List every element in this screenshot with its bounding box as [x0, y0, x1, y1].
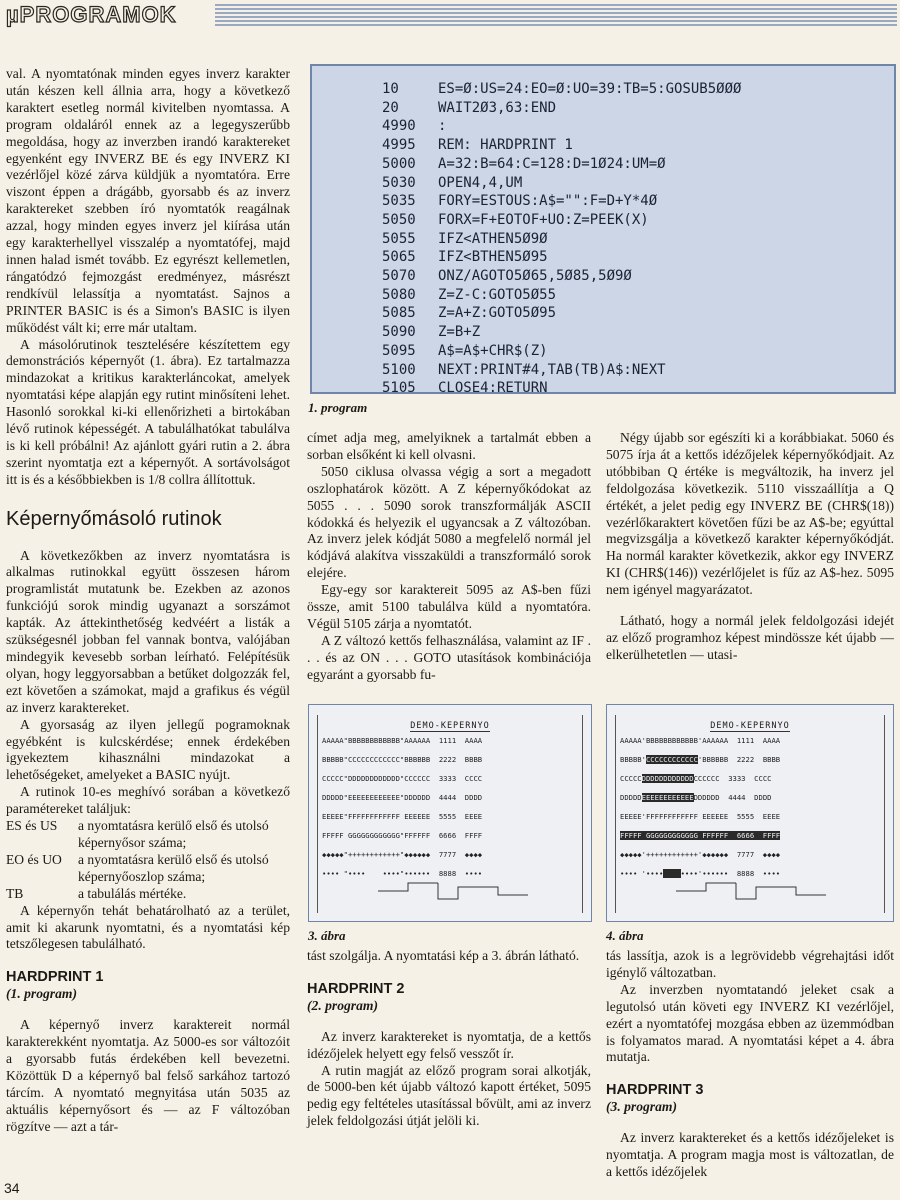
program-line: [382, 379, 741, 398]
program-listing: [382, 80, 741, 398]
graphic-chars: [378, 877, 528, 903]
figure-4-printout: [615, 715, 885, 913]
parameter-desc: a nyomtatásra kerülő első és utolsó képernyőoszlop száma;: [78, 851, 269, 884]
parameter-row: [6, 852, 290, 886]
col1-paragraph-6: A képernyőn tehát behatárolható az a terület, amit ki akarunk nyomtatni, és a nyomtatási kép tetszőlegesen tabulálható.: [6, 902, 290, 952]
line-code: IFZ<ATHEN5Ø9Ø: [438, 230, 548, 247]
printout-row: DDDDD"EEEEEEEEEEEE"DDDDDD 4444 DDDD: [322, 793, 483, 802]
printout-row: [616, 731, 884, 750]
program-line: [382, 99, 741, 118]
column-3-bottom: [606, 948, 894, 1181]
col2b-paragraph-2: Az inverz karaktereket is nyomtatja, de a kettős idézőjelek helyett egy felső vesszőt ír.: [307, 1028, 591, 1061]
printout-row: [616, 845, 884, 864]
line-code: WAIT2Ø3,63:END: [438, 99, 557, 116]
line-number: 5035: [382, 193, 416, 210]
line-number: 5065: [382, 249, 416, 266]
line-code: Z=A+Z:GOTO5Ø95: [438, 305, 557, 322]
parameter-row: [6, 886, 290, 903]
hardprint1-subtitle: (1. program): [6, 986, 77, 1002]
hardprint2-subtitle: (2. program): [307, 997, 378, 1013]
line-code: Z=B+Z: [438, 324, 481, 341]
col2-paragraph-3: Egy-egy sor karaktereit 5095 az A$-ben fűzi össze, amit 5100 tabulálva küld a nyomtatóra. Végül 5105 zárja a nyomtatót.: [307, 582, 591, 631]
printout-row: [616, 788, 884, 807]
col1-paragraph-7: A képernyő inverz karaktereit normál karakterekként nyomtatja. Az 5000-es sor változóit a gyorsabb futás érdekében kell bevezetni. Közöttük D a képernyő bal felső sarkához tartozó tárcím. A nyomtató megnyitása után 5035 az aktuális képernyősort és — az F változóban rögzítve — azt a tár-: [6, 1017, 290, 1134]
column-1: [6, 66, 290, 1135]
printout-row: [616, 769, 884, 788]
col1-paragraph-2: A másolórutinok tesztelésére készítettem egy demonstrációs képernyőt (1. ábra). Ez tartalmazza mindazokat a kritikus karakterláncokat, amelyek nyomtatási képe alapján egy rutint minősíteni lehet. Hasonló sorokkal ki-ki ellenőrizheti a birtokában lévő rutinok képességét. A tabulálhatókat tabulálva is ki kell próbálni! Az ajánlott gyári rutin a 2. ábra szerint nyomtatja ezt a képernyőt. A sortávolságot itt is és a későbbiekben is 1/8 collra állítottuk.: [6, 336, 290, 487]
col2-paragraph-4: A Z változó kettős felhasználása, valamint az IF . . . és az ON . . . GOTO utasítások kombinációja egyaránt a gyorsabb fu-: [307, 632, 591, 682]
col2-paragraph-1: címet adja meg, amelyiknek a tartalmát ebben a sorban elsőként ki kell olvasni.: [307, 430, 591, 462]
inverse-segment: CCCCCCCCCCCC: [645, 755, 698, 764]
col3b-paragraph-1: tás lassítja, azok is a legrövidebb végrehajtási időt igénylő változatban.: [606, 948, 894, 980]
parameter-desc: a nyomtatásra kerülő első és utolsó képernyősor száma;: [78, 818, 269, 850]
column-2: [307, 430, 591, 684]
program-caption: 1. program: [308, 400, 368, 415]
line-number: 5000: [382, 155, 416, 172]
col2b-paragraph-3: A rutin magját az előző program sorai alkotják, de 5000-ben két újabb változó kapott értéket, 5095 pedig egy feltételes utasítással bővült, ami az inverz jelek feldolgozási útját jelöli ki.: [307, 1062, 591, 1129]
program-line: [382, 230, 741, 249]
program-line: [382, 155, 741, 174]
printout-row: AAAAA"BBBBBBBBBBBB"AAAAAA 1111 AAAA: [322, 736, 483, 745]
normal-segment: DDDDDD 4444 DDDD: [693, 793, 772, 802]
program-line: [382, 304, 741, 323]
printout-row: FFFFF GGGGGGGGGGGG"FFFFFF 6666 FFFF: [322, 831, 483, 840]
figure-4-caption: 4. ábra: [606, 928, 644, 943]
program-line: [382, 80, 741, 99]
program-line: [382, 136, 741, 155]
program-line: [382, 286, 741, 305]
line-number: 20: [382, 99, 399, 116]
hardprint1-title: HARDPRINT 1: [6, 969, 104, 986]
program-line: [382, 211, 741, 230]
figure-3-title: DEMO-KEPERNYO: [410, 721, 490, 731]
line-code: FORX=F+EOTOF+UO:Z=PEEK(X): [438, 211, 649, 228]
printout-row: ◆◆◆◆◆"++++++++++++"◆◆◆◆◆◆ 7777 ◆◆◆◆: [322, 850, 483, 859]
col3-paragraph-2: Látható, hogy a normál jelek feldolgozási idejét az előző programhoz képest mindössze két újabb — elkerülhetetlen — utasi-: [606, 613, 894, 662]
line-number: 5070: [382, 268, 416, 285]
inverse-segment: EEEEEEEEEEEE: [641, 793, 694, 802]
normal-segment: ••••'•••••• 8888 ••••: [680, 869, 781, 878]
program-line: [382, 361, 741, 380]
magazine-logo: µPROGRAMOK: [6, 2, 177, 27]
col3-paragraph-1: Négy újabb sor egészíti ki a korábbiakat. 5060 és 5075 írja át a kettős idézőjelek képernyőkódjait. Az utóbbiban Q értéke is megváltozik, ha inverz jel feldolgozása következik. 5110 visszaállítja a Q értékét, a jelet pedig egy INVERZ BE (CHR$(18)) vezérlőkaraktert követően fűzi be az A$-be; egyúttal megvizsgálja a következő karakter képernyőkódját. Ha normál karakter következik, akkor egy INVERZ KI (CHR$(146)) vezérlőjelet is fűz az A$-hez. 5095 nem igényel magyarázatot.: [606, 430, 894, 598]
page-number: 34: [4, 1180, 20, 1196]
printout-row: EEEEE"FFFFFFFFFFFF EEEEEE 5555 EEEE: [322, 812, 483, 821]
line-number: 5080: [382, 286, 416, 303]
section-title: Képernyőmásoló rutinok: [6, 507, 222, 530]
hardprint3-title: HARDPRINT 3: [606, 1082, 704, 1099]
program-listing-box: [310, 64, 896, 397]
figure-3-printout: [317, 715, 583, 913]
printout-row: BBBBB"CCCCCCCCCCCC"BBBBBB 2222 BBBB: [322, 755, 483, 764]
line-code: NEXT:PRINT#4,TAB(TB)A$:NEXT: [438, 361, 666, 378]
figure-4-title: DEMO-KEPERNYO: [710, 721, 790, 731]
printout-row: [616, 826, 884, 845]
normal-segment: •••• '••••: [620, 869, 664, 878]
line-code: Z=Z-C:GOTO5Ø55: [438, 286, 557, 303]
parameter-key: EO és UO: [6, 851, 62, 867]
normal-segment: AAAAA'BBBBBBBBBBBB'AAAAAA 1111 AAAA: [620, 736, 781, 745]
figure-3-caption: 3. ábra: [308, 928, 346, 943]
line-number: 4990: [382, 118, 416, 135]
line-code: OPEN4,4,UM: [438, 174, 523, 191]
line-number: 4995: [382, 137, 416, 154]
line-code: :: [438, 118, 447, 135]
column-3: [606, 430, 894, 664]
inverse-segment: DDDDDDDDDDDD: [641, 774, 694, 783]
col2-paragraph-2: 5050 ciklusa olvassa végig a sort a megadott oszlophatárok között. A Z képernyőkódokat az 5055 . . . 5090 sorok transzformálják ASCII kódokká és helyezik el ugyancsak a Z változóban. Az inverz jelek kódját 5080 a megfelelő normál jel kódjává alakítva visszaküldi a transzformáló sorok elejére.: [307, 463, 591, 581]
normal-segment: CCCCCC 3333 CCCC: [693, 774, 772, 783]
col1-paragraph-1: val. A nyomtatónak minden egyes inverz karakter után készen kell állnia arra, hogy a következő karaktert esetleg normál kivitelben nyomtassa. A program oldaláról ennek az a legegyszerűbb megoldása, hogy az inverzben irandó karaktereket egyenként egy INVERZ BE és egy INVERZ KI vezérlőjel közé zárva küldjük a nyomtatóra. Erre viszont éppen a drágább, gyorsabb és az inverz karaktereket szebben író nyomtatók reagálnak azzal, hogy minden egyes inverz jel kiírása után egy karakterhellyel visszalép a nyomtatófej, majd innen halad ismét tovább. Ez egyrészt kellemetlen, rángatódzó fejmozgást eredményez, másrészt rendkívül lelassítja a nyomtatást. Sajnos a PRINTER BASIC is és a Simon's BASIC is ilyen működést vált ki; erre már utaltam.: [6, 66, 290, 335]
printout-row: [616, 807, 884, 826]
parameter-key: TB: [6, 885, 24, 901]
parameter-key: ES és US: [6, 818, 58, 834]
line-number: 5100: [382, 361, 416, 378]
line-code: REM: HARDPRINT 1: [438, 137, 573, 154]
line-number: 5055: [382, 230, 416, 247]
line-code: ONZ/AGOTO5Ø65,5Ø85,5Ø9Ø: [438, 268, 632, 285]
program-line: [382, 342, 741, 361]
parameter-list: [6, 818, 290, 903]
line-code: A$=A$+CHR$(Z): [438, 342, 548, 359]
normal-segment: BBBBB': [620, 755, 646, 764]
line-code: A=32:B=64:C=128:D=1Ø24:UM=Ø: [438, 155, 666, 172]
hardprint2-title: HARDPRINT 2: [307, 980, 405, 997]
printout-row: [616, 750, 884, 769]
line-number: 5095: [382, 342, 416, 359]
program-line: [382, 192, 741, 211]
program-line: [382, 117, 741, 136]
normal-segment: DDDDD: [620, 793, 642, 802]
normal-segment: CCCCC: [620, 774, 642, 783]
parameter-row: [6, 818, 290, 852]
inverse-segment: FFFFF GGGGGGGGGGGG FFFFFF 6666 FFFF: [620, 831, 781, 840]
graphic-chars: [676, 877, 826, 903]
program-line: [382, 174, 741, 193]
line-number: 5030: [382, 174, 416, 191]
col1-paragraph-5: A rutinok 10-es meghívó sorában a következő paramétereket találjuk:: [6, 784, 290, 817]
normal-segment: 'BBBBBB 2222 BBBB: [697, 755, 781, 764]
hardprint3-subtitle: (3. program): [606, 1099, 677, 1115]
col2b-paragraph-1: tást szolgálja. A nyomtatási kép a 3. ábrán látható.: [307, 948, 580, 963]
program-line: [382, 323, 741, 342]
line-number: 5090: [382, 324, 416, 341]
normal-segment: ◆◆◆◆◆'++++++++++++'◆◆◆◆◆◆ 7777 ◆◆◆◆: [620, 850, 781, 859]
line-number: 10: [382, 81, 399, 97]
line-code: IFZ<BTHEN5Ø95: [438, 249, 548, 266]
line-number: 5105: [382, 380, 416, 397]
line-code: FORY=ESTOUS:A$="":F=D+Y*4Ø: [438, 193, 658, 210]
header-rule: [215, 4, 897, 26]
program-line: [382, 248, 741, 267]
printout-row: CCCCC"DDDDDDDDDDDD"CCCCCC 3333 CCCC: [322, 774, 483, 783]
col3b-paragraph-2: Az inverzben nyomtatandó jeleket csak a legutolsó után követi egy INVERZ KI vezérlőjel, ezért a nyomtatófej mozgása ebben az üzemmódban is folyamatos marad. A nyomtatási képet a 4. ábra mutatja.: [606, 981, 894, 1065]
col1-paragraph-4: A gyorsaság az ilyen jellegű pogramoknak egyébként is kulcskérdése; ennek érdekében igyekeztem kihasználni mindazokat a lehetőségeket, amelyeket a BASIC nyújt.: [6, 716, 290, 783]
col1-paragraph-3: A következőkben az inverz nyomtatásra is alkalmas rutinokkal együtt összesen három programlistát mutatunk be. Ezekben az azonos funkciójú sorok mindig ugyanazt a sorszámot kapták. Az áttekinthetőség kedvéért a listák a szükségesnél jobban fel vannak bontva, valójában mindegyik kevesebb sorban leírható. Felépítésük olyan, hogy leggyorsabban a betűket dolgozzák fel, ezt követően a számokat, majd a grafikus és végül az inverz karaktereket.: [6, 547, 290, 715]
line-number: 5050: [382, 211, 416, 228]
col3b-paragraph-3: Az inverz karaktereket és a kettős idézőjeleket is nyomtatja. A program magja most is változatlan, de a kettős idézőjelek: [606, 1130, 894, 1179]
line-code: CLOSE4:RETURN: [438, 380, 548, 397]
program-line: [382, 267, 741, 286]
line-code: ES=Ø:US=24:EO=Ø:UO=39:TB=5:GOSUB5ØØØ: [438, 81, 742, 97]
figure-3: [308, 704, 592, 922]
line-number: 5085: [382, 305, 416, 322]
normal-segment: EEEEE'FFFFFFFFFFFF EEEEEE 5555 EEEE: [620, 812, 781, 821]
figure-4: [606, 704, 894, 922]
parameter-desc: a tabulálás mértéke.: [78, 885, 187, 901]
printout-row: •••• "•••• ••••"•••••• 8888 ••••: [322, 869, 483, 878]
column-2-bottom: [307, 948, 591, 1130]
